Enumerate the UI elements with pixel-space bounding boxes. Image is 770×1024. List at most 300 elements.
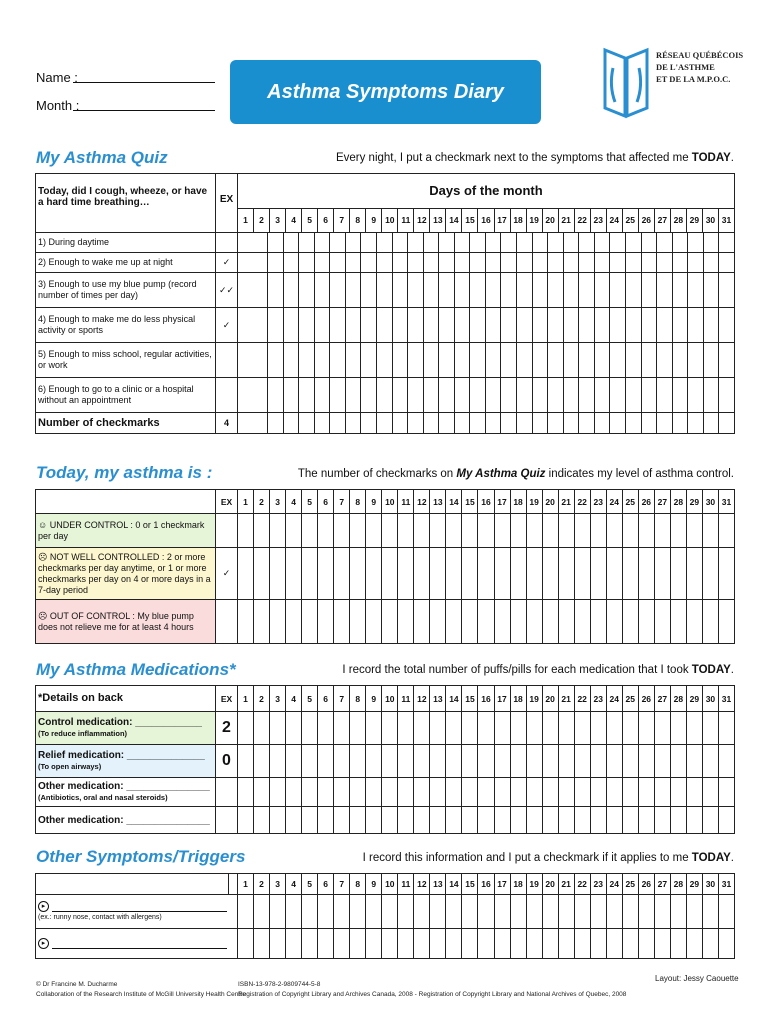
quiz-day-cell[interactable] <box>657 343 673 378</box>
total-day-cell[interactable] <box>330 413 346 434</box>
meds-day-cell[interactable] <box>638 712 654 745</box>
quiz-day-cell[interactable] <box>392 343 408 378</box>
meds-day-cell[interactable] <box>414 807 430 834</box>
control-day-cell[interactable] <box>366 600 382 644</box>
control-day-cell[interactable] <box>334 514 350 548</box>
quiz-day-cell[interactable] <box>439 273 455 308</box>
meds-day-cell[interactable] <box>238 745 254 778</box>
meds-day-cell[interactable] <box>622 807 638 834</box>
total-day-cell[interactable] <box>238 413 268 434</box>
quiz-day-cell[interactable] <box>283 378 299 413</box>
quiz-day-cell[interactable] <box>672 343 688 378</box>
quiz-day-cell[interactable] <box>579 253 595 273</box>
meds-day-cell[interactable] <box>526 745 542 778</box>
meds-day-cell[interactable] <box>430 712 446 745</box>
meds-day-cell[interactable] <box>286 712 302 745</box>
quiz-day-cell[interactable] <box>268 378 284 413</box>
meds-day-cell[interactable] <box>574 745 590 778</box>
quiz-day-cell[interactable] <box>563 273 579 308</box>
quiz-day-cell[interactable] <box>392 273 408 308</box>
quiz-day-cell[interactable] <box>299 253 315 273</box>
control-day-cell[interactable] <box>478 600 494 644</box>
meds-day-cell[interactable] <box>414 778 430 807</box>
meds-day-cell[interactable] <box>302 712 318 745</box>
control-day-cell[interactable] <box>526 514 542 548</box>
control-day-cell[interactable] <box>718 600 734 644</box>
trigger-day-cell[interactable] <box>494 895 510 929</box>
meds-day-cell[interactable] <box>654 712 670 745</box>
meds-day-cell[interactable] <box>558 712 574 745</box>
quiz-day-cell[interactable] <box>392 308 408 343</box>
control-day-cell[interactable] <box>654 514 670 548</box>
quiz-day-cell[interactable] <box>563 343 579 378</box>
control-day-cell[interactable] <box>638 600 654 644</box>
quiz-day-cell[interactable] <box>408 233 424 253</box>
meds-day-cell[interactable] <box>494 778 510 807</box>
trigger-day-cell[interactable] <box>574 929 590 959</box>
control-day-cell[interactable] <box>718 514 734 548</box>
quiz-day-cell[interactable] <box>548 273 564 308</box>
meds-day-cell[interactable] <box>462 807 478 834</box>
quiz-day-cell[interactable] <box>376 343 392 378</box>
meds-day-cell[interactable] <box>510 778 526 807</box>
control-day-cell[interactable] <box>414 514 430 548</box>
quiz-day-cell[interactable] <box>392 378 408 413</box>
quiz-day-cell[interactable] <box>454 233 470 253</box>
trigger-day-cell[interactable] <box>526 929 542 959</box>
trigger-day-cell[interactable] <box>638 929 654 959</box>
total-day-cell[interactable] <box>625 413 641 434</box>
quiz-day-cell[interactable] <box>454 308 470 343</box>
meds-day-cell[interactable] <box>670 712 686 745</box>
quiz-day-cell[interactable] <box>314 308 330 343</box>
quiz-day-cell[interactable] <box>376 378 392 413</box>
quiz-day-cell[interactable] <box>517 233 533 253</box>
control-day-cell[interactable] <box>510 548 526 600</box>
quiz-day-cell[interactable] <box>579 378 595 413</box>
quiz-day-cell[interactable] <box>625 343 641 378</box>
quiz-day-cell[interactable] <box>439 253 455 273</box>
meds-day-cell[interactable] <box>318 778 334 807</box>
quiz-day-cell[interactable] <box>408 273 424 308</box>
control-day-cell[interactable] <box>382 548 398 600</box>
meds-day-cell[interactable] <box>702 745 718 778</box>
total-day-cell[interactable] <box>268 413 284 434</box>
quiz-day-cell[interactable] <box>610 273 626 308</box>
quiz-day-cell[interactable] <box>594 378 610 413</box>
trigger-day-cell[interactable] <box>702 895 718 929</box>
total-day-cell[interactable] <box>703 413 719 434</box>
meds-day-cell[interactable] <box>638 778 654 807</box>
trigger-day-cell[interactable] <box>270 929 286 959</box>
meds-day-cell[interactable] <box>622 745 638 778</box>
quiz-day-cell[interactable] <box>470 253 486 273</box>
trigger-day-cell[interactable] <box>366 895 382 929</box>
trigger-day-cell[interactable] <box>686 895 702 929</box>
meds-day-cell[interactable] <box>494 807 510 834</box>
meds-day-cell[interactable] <box>638 745 654 778</box>
quiz-day-cell[interactable] <box>439 308 455 343</box>
control-day-cell[interactable] <box>270 600 286 644</box>
meds-day-cell[interactable] <box>238 807 254 834</box>
control-day-cell[interactable] <box>478 548 494 600</box>
control-day-cell[interactable] <box>638 548 654 600</box>
control-day-cell[interactable] <box>238 600 254 644</box>
control-day-cell[interactable] <box>574 600 590 644</box>
trigger-day-cell[interactable] <box>270 895 286 929</box>
quiz-day-cell[interactable] <box>238 343 268 378</box>
quiz-day-cell[interactable] <box>299 343 315 378</box>
meds-day-cell[interactable] <box>334 712 350 745</box>
medication-name[interactable]: Other medication: _______________ <box>38 781 210 792</box>
control-day-cell[interactable] <box>542 548 558 600</box>
trigger-day-cell[interactable] <box>414 929 430 959</box>
control-day-cell[interactable] <box>446 548 462 600</box>
total-day-cell[interactable] <box>594 413 610 434</box>
quiz-day-cell[interactable] <box>283 308 299 343</box>
control-day-cell[interactable] <box>238 514 254 548</box>
control-day-cell[interactable] <box>558 514 574 548</box>
control-day-cell[interactable] <box>686 600 702 644</box>
quiz-day-cell[interactable] <box>641 253 657 273</box>
quiz-day-cell[interactable] <box>548 253 564 273</box>
quiz-day-cell[interactable] <box>501 233 517 253</box>
control-day-cell[interactable] <box>702 548 718 600</box>
meds-day-cell[interactable] <box>686 745 702 778</box>
quiz-day-cell[interactable] <box>238 308 268 343</box>
trigger-field[interactable] <box>52 938 227 949</box>
meds-day-cell[interactable] <box>606 745 622 778</box>
quiz-day-cell[interactable] <box>517 308 533 343</box>
quiz-day-cell[interactable] <box>594 233 610 253</box>
trigger-day-cell[interactable] <box>574 895 590 929</box>
quiz-day-cell[interactable] <box>268 233 284 253</box>
quiz-day-cell[interactable] <box>625 378 641 413</box>
quiz-day-cell[interactable] <box>548 378 564 413</box>
meds-day-cell[interactable] <box>478 745 494 778</box>
quiz-day-cell[interactable] <box>330 233 346 253</box>
control-day-cell[interactable] <box>270 514 286 548</box>
meds-day-cell[interactable] <box>718 745 734 778</box>
quiz-day-cell[interactable] <box>238 378 268 413</box>
meds-day-cell[interactable] <box>510 712 526 745</box>
meds-day-cell[interactable] <box>606 807 622 834</box>
meds-day-cell[interactable] <box>366 745 382 778</box>
total-day-cell[interactable] <box>610 413 626 434</box>
quiz-day-cell[interactable] <box>688 308 704 343</box>
quiz-day-cell[interactable] <box>672 378 688 413</box>
trigger-day-cell[interactable] <box>254 895 270 929</box>
meds-day-cell[interactable] <box>398 745 414 778</box>
control-day-cell[interactable] <box>670 600 686 644</box>
quiz-day-cell[interactable] <box>625 233 641 253</box>
control-day-cell[interactable] <box>686 548 702 600</box>
quiz-day-cell[interactable] <box>501 273 517 308</box>
meds-day-cell[interactable] <box>654 778 670 807</box>
meds-day-cell[interactable] <box>318 745 334 778</box>
total-day-cell[interactable] <box>345 413 361 434</box>
control-day-cell[interactable] <box>318 514 334 548</box>
trigger-day-cell[interactable] <box>350 895 366 929</box>
quiz-day-cell[interactable] <box>641 343 657 378</box>
trigger-day-cell[interactable] <box>478 929 494 959</box>
meds-day-cell[interactable] <box>526 778 542 807</box>
quiz-day-cell[interactable] <box>532 308 548 343</box>
meds-day-cell[interactable] <box>286 778 302 807</box>
quiz-day-cell[interactable] <box>517 273 533 308</box>
quiz-day-cell[interactable] <box>361 308 377 343</box>
meds-day-cell[interactable] <box>366 807 382 834</box>
meds-day-cell[interactable] <box>414 745 430 778</box>
quiz-day-cell[interactable] <box>532 378 548 413</box>
quiz-day-cell[interactable] <box>470 343 486 378</box>
control-day-cell[interactable] <box>254 600 270 644</box>
quiz-day-cell[interactable] <box>408 308 424 343</box>
quiz-day-cell[interactable] <box>361 343 377 378</box>
meds-day-cell[interactable] <box>590 807 606 834</box>
meds-day-cell[interactable] <box>702 778 718 807</box>
meds-day-cell[interactable] <box>462 745 478 778</box>
quiz-day-cell[interactable] <box>345 343 361 378</box>
quiz-day-cell[interactable] <box>314 378 330 413</box>
quiz-day-cell[interactable] <box>423 273 439 308</box>
meds-day-cell[interactable] <box>270 745 286 778</box>
meds-day-cell[interactable] <box>654 745 670 778</box>
quiz-day-cell[interactable] <box>470 378 486 413</box>
control-day-cell[interactable] <box>334 600 350 644</box>
meds-day-cell[interactable] <box>526 807 542 834</box>
total-day-cell[interactable] <box>470 413 486 434</box>
meds-day-cell[interactable] <box>430 807 446 834</box>
meds-day-cell[interactable] <box>318 712 334 745</box>
meds-day-cell[interactable] <box>702 807 718 834</box>
quiz-day-cell[interactable] <box>299 273 315 308</box>
meds-day-cell[interactable] <box>254 745 270 778</box>
control-day-cell[interactable] <box>590 548 606 600</box>
meds-day-cell[interactable] <box>702 712 718 745</box>
quiz-day-cell[interactable] <box>719 273 735 308</box>
quiz-day-cell[interactable] <box>703 253 719 273</box>
control-day-cell[interactable] <box>494 514 510 548</box>
quiz-day-cell[interactable] <box>625 308 641 343</box>
control-day-cell[interactable] <box>382 514 398 548</box>
total-day-cell[interactable] <box>548 413 564 434</box>
quiz-day-cell[interactable] <box>657 233 673 253</box>
control-day-cell[interactable] <box>606 514 622 548</box>
quiz-day-cell[interactable] <box>501 378 517 413</box>
quiz-day-cell[interactable] <box>361 233 377 253</box>
meds-day-cell[interactable] <box>254 807 270 834</box>
quiz-day-cell[interactable] <box>641 233 657 253</box>
control-day-cell[interactable] <box>638 514 654 548</box>
quiz-day-cell[interactable] <box>392 233 408 253</box>
total-day-cell[interactable] <box>283 413 299 434</box>
total-day-cell[interactable] <box>641 413 657 434</box>
control-day-cell[interactable] <box>366 514 382 548</box>
trigger-day-cell[interactable] <box>686 929 702 959</box>
name-field[interactable] <box>73 82 215 83</box>
meds-day-cell[interactable] <box>590 712 606 745</box>
meds-day-cell[interactable] <box>254 712 270 745</box>
quiz-day-cell[interactable] <box>594 308 610 343</box>
control-day-cell[interactable] <box>510 600 526 644</box>
quiz-day-cell[interactable] <box>532 253 548 273</box>
quiz-day-cell[interactable] <box>501 308 517 343</box>
control-day-cell[interactable] <box>382 600 398 644</box>
total-day-cell[interactable] <box>672 413 688 434</box>
control-day-cell[interactable] <box>654 600 670 644</box>
control-day-cell[interactable] <box>526 600 542 644</box>
quiz-day-cell[interactable] <box>314 233 330 253</box>
quiz-day-cell[interactable] <box>314 273 330 308</box>
quiz-day-cell[interactable] <box>439 378 455 413</box>
quiz-day-cell[interactable] <box>454 343 470 378</box>
quiz-day-cell[interactable] <box>672 233 688 253</box>
control-day-cell[interactable] <box>398 548 414 600</box>
quiz-day-cell[interactable] <box>376 308 392 343</box>
control-day-cell[interactable] <box>302 548 318 600</box>
meds-day-cell[interactable] <box>398 712 414 745</box>
trigger-day-cell[interactable] <box>670 929 686 959</box>
meds-day-cell[interactable] <box>670 807 686 834</box>
control-day-cell[interactable] <box>462 600 478 644</box>
quiz-day-cell[interactable] <box>610 233 626 253</box>
quiz-day-cell[interactable] <box>594 343 610 378</box>
meds-day-cell[interactable] <box>574 712 590 745</box>
control-day-cell[interactable] <box>446 514 462 548</box>
quiz-day-cell[interactable] <box>423 378 439 413</box>
quiz-day-cell[interactable] <box>299 378 315 413</box>
meds-day-cell[interactable] <box>462 778 478 807</box>
total-day-cell[interactable] <box>563 413 579 434</box>
month-field[interactable] <box>73 110 215 111</box>
trigger-field[interactable] <box>52 901 227 912</box>
quiz-day-cell[interactable] <box>532 233 548 253</box>
meds-day-cell[interactable] <box>334 745 350 778</box>
quiz-day-cell[interactable] <box>610 343 626 378</box>
control-day-cell[interactable] <box>510 514 526 548</box>
trigger-day-cell[interactable] <box>510 895 526 929</box>
control-day-cell[interactable] <box>462 514 478 548</box>
trigger-day-cell[interactable] <box>430 895 446 929</box>
control-day-cell[interactable] <box>430 514 446 548</box>
meds-day-cell[interactable] <box>302 807 318 834</box>
quiz-day-cell[interactable] <box>610 378 626 413</box>
control-day-cell[interactable] <box>574 548 590 600</box>
quiz-day-cell[interactable] <box>330 343 346 378</box>
quiz-day-cell[interactable] <box>423 253 439 273</box>
trigger-day-cell[interactable] <box>462 929 478 959</box>
quiz-day-cell[interactable] <box>610 253 626 273</box>
total-day-cell[interactable] <box>517 413 533 434</box>
trigger-day-cell[interactable] <box>238 895 254 929</box>
meds-day-cell[interactable] <box>398 807 414 834</box>
meds-day-cell[interactable] <box>542 745 558 778</box>
control-day-cell[interactable] <box>318 548 334 600</box>
control-day-cell[interactable] <box>702 600 718 644</box>
total-day-cell[interactable] <box>657 413 673 434</box>
quiz-day-cell[interactable] <box>485 343 501 378</box>
meds-day-cell[interactable] <box>318 807 334 834</box>
meds-day-cell[interactable] <box>478 712 494 745</box>
quiz-day-cell[interactable] <box>345 233 361 253</box>
trigger-day-cell[interactable] <box>622 895 638 929</box>
trigger-day-cell[interactable] <box>638 895 654 929</box>
meds-day-cell[interactable] <box>606 712 622 745</box>
quiz-day-cell[interactable] <box>361 273 377 308</box>
meds-day-cell[interactable] <box>446 745 462 778</box>
meds-day-cell[interactable] <box>670 778 686 807</box>
medication-name[interactable]: Other medication: _______________ <box>38 814 210 826</box>
meds-day-cell[interactable] <box>302 745 318 778</box>
trigger-day-cell[interactable] <box>382 895 398 929</box>
quiz-day-cell[interactable] <box>703 233 719 253</box>
trigger-day-cell[interactable] <box>542 929 558 959</box>
quiz-day-cell[interactable] <box>408 343 424 378</box>
control-day-cell[interactable] <box>350 514 366 548</box>
total-day-cell[interactable] <box>423 413 439 434</box>
trigger-day-cell[interactable] <box>494 929 510 959</box>
quiz-day-cell[interactable] <box>625 273 641 308</box>
quiz-day-cell[interactable] <box>268 273 284 308</box>
meds-day-cell[interactable] <box>510 745 526 778</box>
meds-day-cell[interactable] <box>286 745 302 778</box>
quiz-day-cell[interactable] <box>283 343 299 378</box>
quiz-day-cell[interactable] <box>238 253 268 273</box>
meds-day-cell[interactable] <box>590 778 606 807</box>
control-day-cell[interactable] <box>654 548 670 600</box>
quiz-day-cell[interactable] <box>376 253 392 273</box>
quiz-day-cell[interactable] <box>283 253 299 273</box>
quiz-day-cell[interactable] <box>268 308 284 343</box>
quiz-day-cell[interactable] <box>314 343 330 378</box>
control-day-cell[interactable] <box>686 514 702 548</box>
quiz-day-cell[interactable] <box>517 253 533 273</box>
trigger-day-cell[interactable] <box>622 929 638 959</box>
control-day-cell[interactable] <box>718 548 734 600</box>
meds-day-cell[interactable] <box>382 745 398 778</box>
meds-day-cell[interactable] <box>542 778 558 807</box>
quiz-day-cell[interactable] <box>610 308 626 343</box>
trigger-day-cell[interactable] <box>670 895 686 929</box>
meds-day-cell[interactable] <box>366 778 382 807</box>
quiz-day-cell[interactable] <box>688 233 704 253</box>
meds-day-cell[interactable] <box>382 807 398 834</box>
meds-day-cell[interactable] <box>350 807 366 834</box>
total-day-cell[interactable] <box>299 413 315 434</box>
quiz-day-cell[interactable] <box>563 378 579 413</box>
trigger-day-cell[interactable] <box>286 895 302 929</box>
meds-day-cell[interactable] <box>574 778 590 807</box>
control-day-cell[interactable] <box>606 600 622 644</box>
quiz-day-cell[interactable] <box>268 343 284 378</box>
quiz-day-cell[interactable] <box>517 378 533 413</box>
meds-day-cell[interactable] <box>718 807 734 834</box>
quiz-day-cell[interactable] <box>688 378 704 413</box>
quiz-day-cell[interactable] <box>703 308 719 343</box>
trigger-day-cell[interactable] <box>702 929 718 959</box>
quiz-day-cell[interactable] <box>594 273 610 308</box>
quiz-day-cell[interactable] <box>641 273 657 308</box>
meds-day-cell[interactable] <box>382 712 398 745</box>
meds-day-cell[interactable] <box>382 778 398 807</box>
control-day-cell[interactable] <box>302 600 318 644</box>
trigger-day-cell[interactable] <box>590 895 606 929</box>
trigger-day-cell[interactable] <box>718 895 734 929</box>
meds-day-cell[interactable] <box>446 807 462 834</box>
quiz-day-cell[interactable] <box>501 253 517 273</box>
control-day-cell[interactable] <box>526 548 542 600</box>
